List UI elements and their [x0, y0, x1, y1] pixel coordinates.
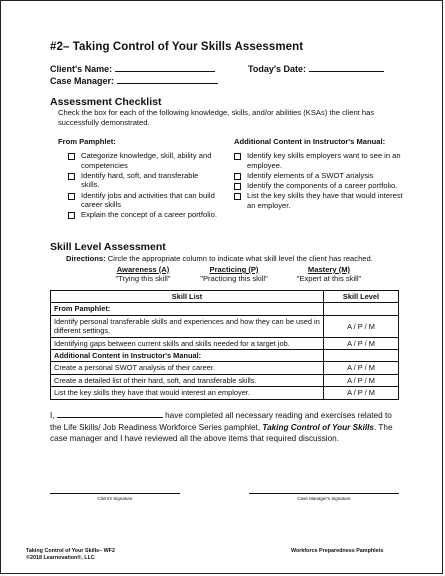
table-section-row: From Pamphlet:: [51, 303, 399, 315]
checklist-item[interactable]: List the key skills they have that would interest an employer.: [234, 191, 404, 210]
checkbox-icon[interactable]: [68, 212, 75, 219]
skill-level-heading: Skill Level Assessment: [50, 241, 166, 253]
footer-title: Taking Control of Your Skills– WF2: [26, 548, 115, 554]
skill-level-cell[interactable]: A / P / M: [324, 374, 399, 386]
table-row: Create a personal SWOT analysis of their career. A / P / M: [51, 362, 399, 374]
skill-level-cell[interactable]: A / P / M: [324, 387, 399, 399]
checkbox-icon[interactable]: [68, 193, 75, 200]
table-section-row: Additional Content in Instructor's Manual:: [51, 350, 399, 362]
page-title: #2– Taking Control of Your Skills Assessment: [50, 41, 304, 53]
checkbox-icon[interactable]: [68, 153, 75, 160]
checklist-item[interactable]: Identify key skills employers want to see in an employee.: [234, 151, 404, 170]
checklist-intro: Check the box for each of the following knowledge, skills, and/or abilities (KSAs) the client has successfully demonstrated.: [58, 108, 375, 127]
skill-level-cell[interactable]: A / P / M: [324, 337, 399, 349]
footer-left: [26, 548, 115, 561]
skill-level-header: Skill Level: [324, 291, 399, 303]
client-name-label: Client's Name:: [50, 64, 113, 74]
client-signature-line[interactable]: [50, 493, 180, 494]
case-manager-line[interactable]: [117, 74, 218, 84]
footer-right: Workforce Preparedness Pamphlets: [291, 548, 384, 554]
right-col-heading: Additional Content in Instructor's Manual:: [234, 137, 386, 146]
checklist-heading: Assessment Checklist: [50, 96, 162, 108]
table-row: List the key skills they have that would interest an employer. A / P / M: [51, 387, 399, 399]
checkbox-icon[interactable]: [234, 173, 241, 180]
directions-text: Circle the appropriate column to indicate what skill level the client has reached.: [105, 254, 373, 263]
table-header-row: [51, 291, 399, 303]
todays-date-label: Today's Date:: [248, 64, 306, 74]
left-checklist: [68, 151, 218, 221]
checklist-item[interactable]: Categorize knowledge, skill, ability and competencies: [68, 151, 218, 170]
case-manager-label: Case Manager:: [50, 76, 115, 86]
client-name-blank[interactable]: [57, 409, 163, 418]
client-name-field[interactable]: [50, 62, 215, 74]
checkbox-icon[interactable]: [234, 183, 241, 190]
table-row: Identifying gaps between current skills and skills needed for a target job. A / P / M: [51, 337, 399, 349]
client-name-line[interactable]: [115, 62, 215, 72]
case-manager-signature-label: Case Manager's Signature: [297, 496, 351, 501]
directions: [66, 254, 406, 264]
checkbox-icon[interactable]: [234, 153, 241, 160]
table-row: Create a detailed list of their hard, soft, and transferable skills. A / P / M: [51, 374, 399, 386]
checklist-item[interactable]: Identify hard, soft, and transferable skills.: [68, 171, 218, 190]
todays-date-line[interactable]: [309, 62, 384, 72]
checklist-item[interactable]: Identify jobs and activities that can build career skills: [68, 191, 218, 210]
left-col-heading: From Pamphlet:: [58, 137, 116, 146]
case-manager-signature-line[interactable]: [249, 493, 399, 494]
level-practicing: Practicing (P) "Practicing this skill": [200, 265, 268, 283]
skill-level-cell[interactable]: A / P / M: [324, 315, 399, 337]
skill-list-header: Skill List: [51, 291, 324, 303]
client-signature-label: Client's Signature: [97, 496, 133, 501]
checkbox-icon[interactable]: [234, 193, 241, 200]
checklist-item[interactable]: Explain the concept of a career portfolio.: [68, 210, 218, 220]
right-checklist: [234, 151, 404, 211]
pamphlet-title: Taking Control of Your Skills: [262, 422, 374, 432]
level-awareness: Awareness (A) "Trying this skill": [115, 265, 171, 283]
checklist-item[interactable]: Identify elements of a SWOT analysis: [234, 171, 404, 181]
directions-label: Directions:: [66, 254, 106, 263]
footer-copyright: ©2018 Learnovation®, LLC: [26, 554, 95, 561]
case-manager-field[interactable]: [50, 74, 218, 86]
checkbox-icon[interactable]: [68, 173, 75, 180]
todays-date-field[interactable]: [248, 62, 384, 74]
level-mastery: Mastery (M) "Expert at this skill": [296, 265, 362, 283]
table-row: Identify personal transferable skills and experiences and how they can be used in different settings. A / P / M: [51, 315, 399, 337]
checklist-item[interactable]: Identify the components of a career portfolio.: [234, 181, 404, 191]
skill-level-cell[interactable]: A / P / M: [324, 362, 399, 374]
skill-table: [50, 290, 399, 400]
completion-statement: I, have completed all necessary reading and exercises related to the Life Skills/ Job Readiness Workforce Series pamphlet, Taking Control of Your Skills. The case manager and I have reviewed all the above items that required discussion.: [50, 411, 393, 443]
